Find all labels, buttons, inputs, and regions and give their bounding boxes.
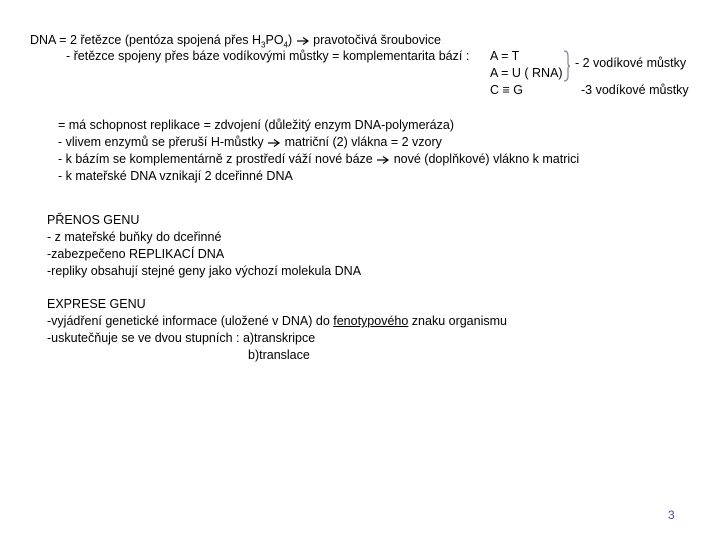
hydrogen-bonds-2: - 2 vodíkové můstky xyxy=(575,56,687,70)
page-number: 3 xyxy=(668,508,675,522)
dna-line-1-text: DNA = 2 řetězce (pentóza spojená přes H xyxy=(30,33,262,47)
arrow-right-icon xyxy=(296,36,310,46)
subscript-4: 4 xyxy=(283,40,288,50)
section-title-exprese: EXPRESE GENU xyxy=(47,297,146,311)
arrow-right-icon xyxy=(376,155,390,165)
exprese-line-2: -uskutečňuje se ve dvou stupních : a)transkripce xyxy=(47,331,316,345)
dna-line-1 xyxy=(30,32,441,48)
prenos-line-2: -zabezpečeno REPLIKACÍ DNA xyxy=(47,247,225,261)
base-pair-cg: C ≡ G xyxy=(490,83,523,97)
dna-line-2: - řetězce spojeny přes báze vodíkovými můstky = komplementarita bází : xyxy=(66,49,470,63)
prenos-line-1: - z mateřské buňky do dceřinné xyxy=(47,230,222,244)
exprese-line-1-underlined: fenotypového xyxy=(333,314,409,328)
replication-line-3 xyxy=(58,151,579,167)
replication-line-3-post: nové (doplňkové) vlákno k matrici xyxy=(393,152,580,166)
brace-icon xyxy=(563,50,571,82)
replication-line-3-pre: - k bázím se komplementárně z prostředí váží nové báze xyxy=(58,152,373,166)
exprese-line-3: b)translace xyxy=(248,348,310,362)
dna-line-1-end: pravotočivá šroubovice xyxy=(313,33,441,47)
dna-line-1-po: PO xyxy=(265,33,284,47)
replication-line-2-post: matriční (2) vlákna = 2 vzory xyxy=(284,135,442,149)
prenos-line-3: -repliky obsahují stejné geny jako výchozí molekula DNA xyxy=(47,264,362,278)
arrow-right-icon xyxy=(267,138,281,148)
subscript-3: 3 xyxy=(261,40,266,50)
replication-line-4: - k mateřské DNA vznikají 2 dceřinné DNA xyxy=(58,169,293,183)
dna-line-1-paren: ) xyxy=(288,33,293,47)
base-pair-at: A = T xyxy=(490,49,520,63)
exprese-line-1-pre: -vyjádření genetické informace (uložené v DNA) do xyxy=(47,314,334,328)
base-pair-au: A = U ( RNA) xyxy=(490,66,563,80)
hydrogen-bonds-3: -3 vodíkové můstky xyxy=(581,83,689,97)
replication-line-2 xyxy=(58,134,442,150)
section-title-prenos: PŘENOS GENU xyxy=(47,213,140,227)
replication-line-2-pre: - vlivem enzymů se přeruší H-můstky xyxy=(58,135,264,149)
replication-line-1: = má schopnost replikace = zdvojení (důležitý enzym DNA-polymeráza) xyxy=(58,118,455,132)
exprese-line-1 xyxy=(47,313,507,329)
exprese-line-1-post: znaku organismu xyxy=(408,314,507,328)
